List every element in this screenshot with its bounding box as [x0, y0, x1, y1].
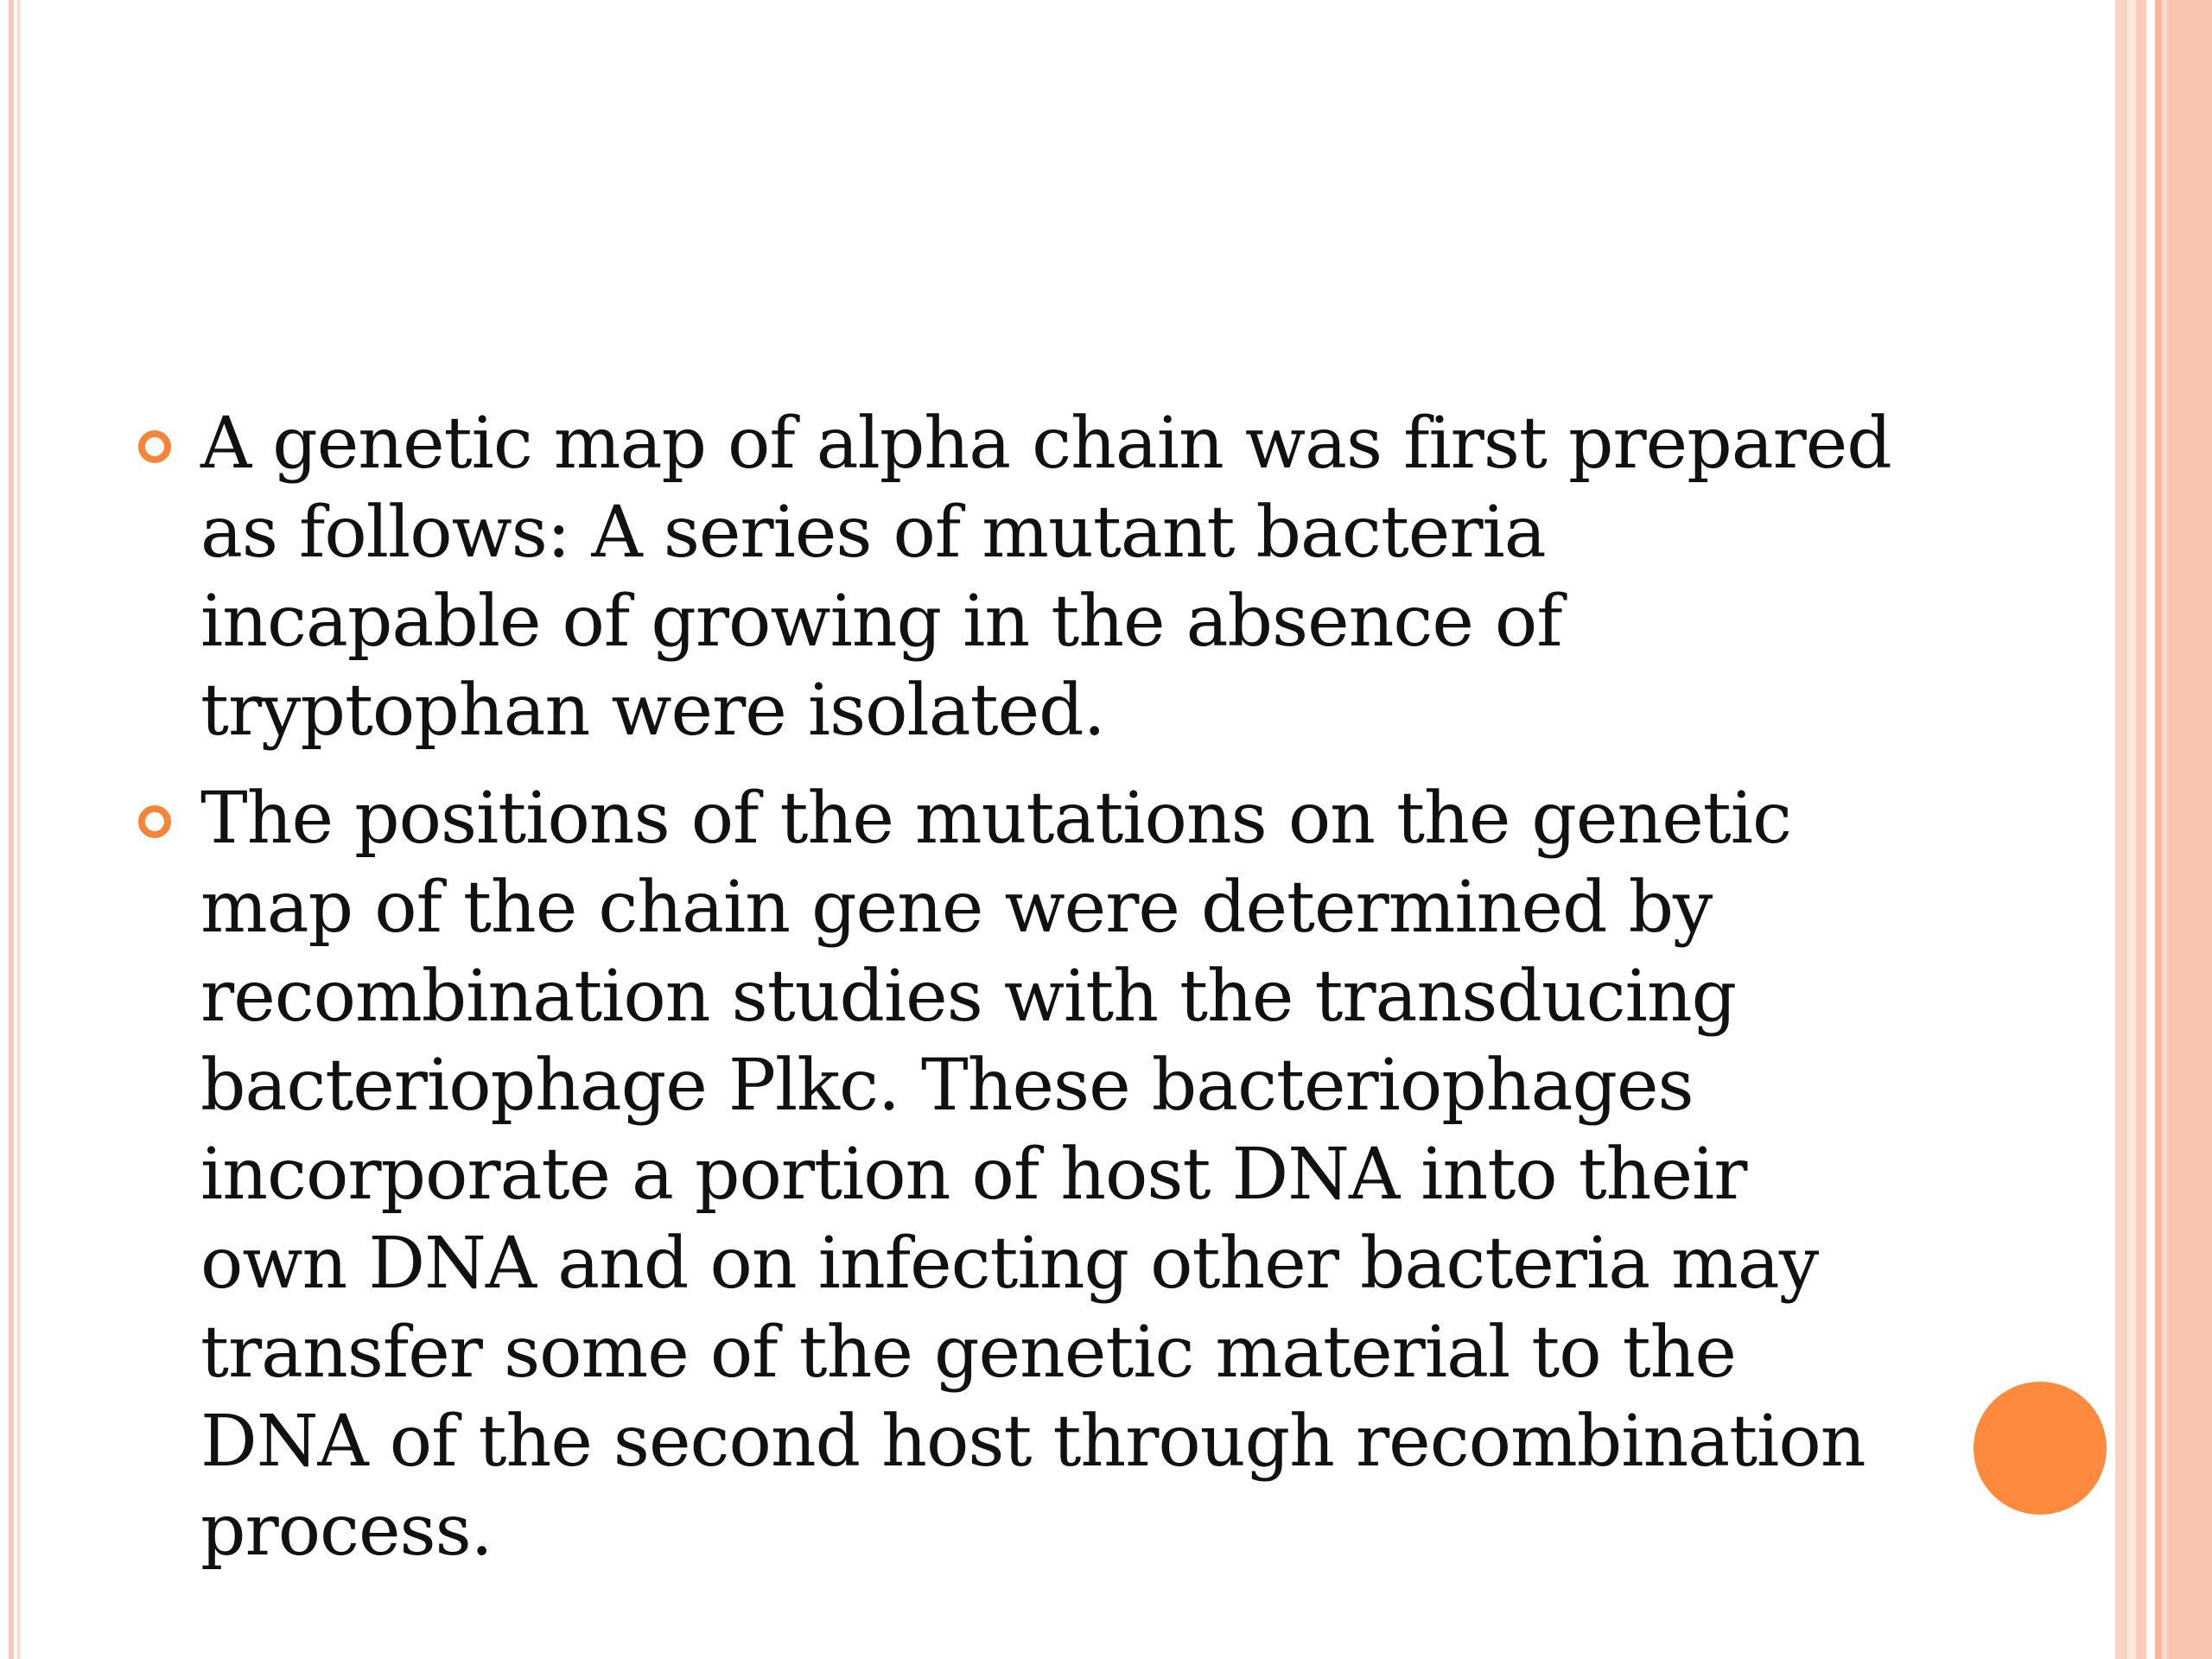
- bullet-text: A genetic map of alpha chain was first prepared as follows: A series of mutant bacteria incapable of growing in the absence of tryptophan were isolated.: [200, 403, 1891, 752]
- circle-bullet-icon: [138, 430, 171, 463]
- decorative-circle: [1974, 1382, 2107, 1515]
- circle-bullet-icon: [138, 805, 171, 838]
- right-border-band: [2167, 0, 2212, 1659]
- right-border-stripe: [2127, 0, 2136, 1659]
- left-border-line: [9, 0, 14, 1659]
- right-border-stripe: [2115, 0, 2127, 1659]
- bullet-text: The positions of the mutations on the genetic map of the chain gene were determined by recombination studies with the transducing bacteriophage Plkc. These bacteriophages incorporate a portion of host DNA into their own DNA and on infecting other bacteria may transfer some of the genetic material to the DNA of the second host through recombination process.: [200, 778, 1866, 1572]
- right-border-gap: [2146, 0, 2155, 1659]
- right-border-stripe: [2136, 0, 2146, 1659]
- right-border-stripe: [2155, 0, 2162, 1659]
- bullet-item: [130, 774, 1901, 1575]
- left-border-line-inner: [17, 0, 20, 1659]
- slide-body: [130, 399, 1901, 1594]
- bullet-item: [130, 399, 1901, 755]
